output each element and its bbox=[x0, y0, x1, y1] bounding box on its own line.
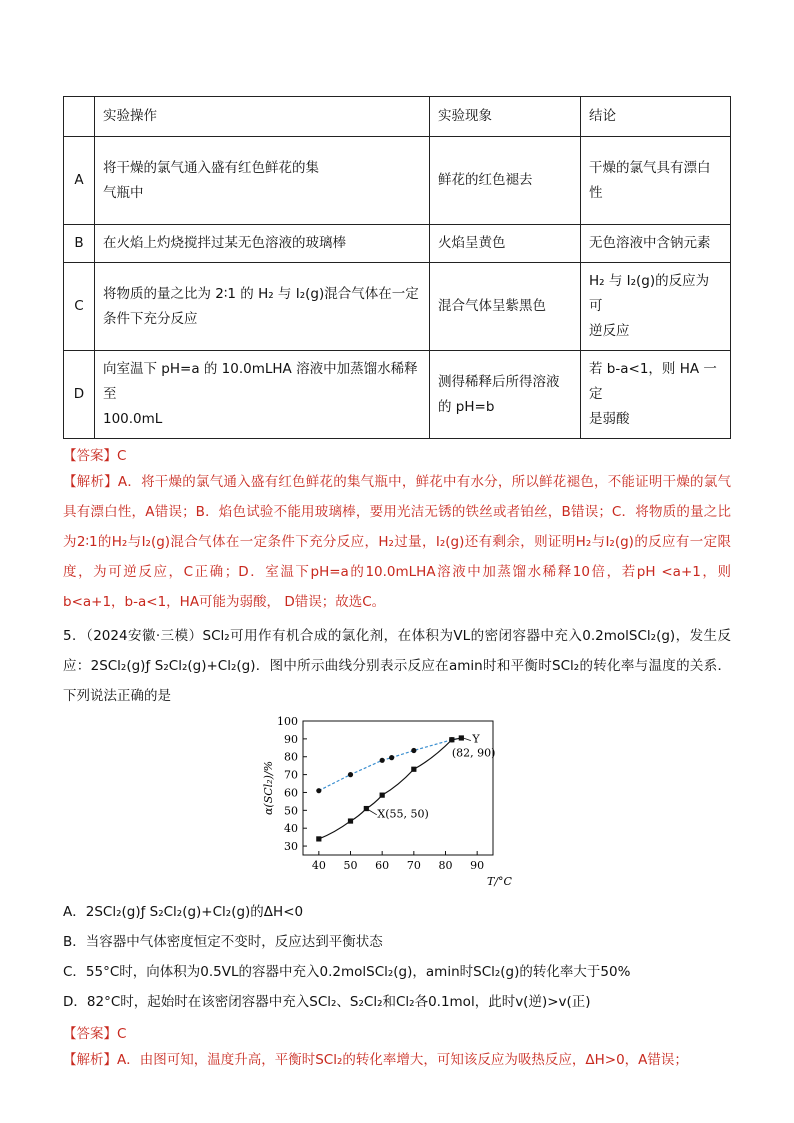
y-tick-label: 70 bbox=[284, 768, 298, 782]
data-point bbox=[459, 735, 464, 740]
conclusion-cell bbox=[581, 351, 731, 439]
x-tick-label: 40 bbox=[311, 859, 326, 872]
phenomenon-text: 测得稀释后所得溶液 bbox=[438, 373, 560, 390]
operation-cell bbox=[95, 263, 430, 351]
data-point bbox=[316, 836, 321, 841]
table-row bbox=[64, 225, 731, 263]
q5-answer: 【答案】C bbox=[63, 1026, 127, 1042]
row-label: A bbox=[64, 137, 95, 225]
table-header-cell: 实验现象 bbox=[430, 97, 581, 137]
data-point bbox=[380, 793, 385, 798]
phenomenon-cell bbox=[430, 351, 581, 439]
y-tick-label: 60 bbox=[284, 786, 298, 800]
row-label: B bbox=[64, 225, 95, 263]
data-point bbox=[389, 755, 394, 760]
annotation-arrow bbox=[369, 810, 377, 815]
data-point bbox=[348, 818, 353, 823]
x-tick-label: 70 bbox=[406, 859, 421, 872]
operation-text: 条件下充分反应 bbox=[103, 310, 198, 327]
x-axis-label: T/°C bbox=[487, 875, 512, 888]
table-row bbox=[64, 263, 731, 351]
conclusion-text: H₂ 与 I₂(g)的反应为可 bbox=[589, 273, 710, 314]
row-label: C bbox=[64, 263, 95, 351]
q5-analysis: 【解析】A．由图可知，温度升高，平衡时SCl₂的转化率增大，可知该反应为吸热反应，ΔH>0，A错误； bbox=[63, 1052, 688, 1068]
phenomenon-cell: 火焰呈黄色 bbox=[430, 225, 581, 263]
conclusion-text: 逆反应 bbox=[589, 323, 630, 339]
table-header-cell: 结论 bbox=[581, 97, 731, 137]
conclusion-text: 干燥的氯气具有漂白 bbox=[589, 159, 711, 176]
option-c: C．55°C时，向体积为0.5VL的容器中充入0.2molSCl₂(g)，amin时SCl₂(g)的转化率大于50% bbox=[63, 964, 631, 980]
conclusion-text: 若 b-a<1，则 HA 一定 bbox=[589, 361, 717, 402]
page bbox=[63, 96, 731, 1075]
row-label: D bbox=[64, 351, 95, 439]
experiment-table bbox=[63, 96, 731, 439]
annotation-arrow bbox=[463, 738, 471, 741]
operation-text: 将物质的量之比为 2∶1 的 H₂ 与 I₂(g)混合气体在一定 bbox=[103, 285, 419, 302]
option-b: B．当容器中气体密度恒定不变时，反应达到平衡状态 bbox=[63, 934, 383, 950]
table-row bbox=[64, 137, 731, 225]
phenomenon-cell: 鲜花的红色褪去 bbox=[430, 137, 581, 225]
phenomenon-text: 的 pH=b bbox=[438, 398, 495, 415]
conclusion-cell bbox=[581, 263, 731, 351]
table-row bbox=[64, 351, 731, 439]
x-tick-label: 80 bbox=[438, 859, 453, 872]
q4-analysis: 【解析】A．将干燥的氯气通入盛有红色鲜花的集气瓶中，鲜花中有水分，所以鲜花褪色，不能证明干燥的氯气具有漂白性，A错误；B．焰色试验不能用玻璃棒，要用光洁无锈的铁丝或者铂丝，B错误；C．将物质的量之比为2∶1的H₂与I₂(g)混合气体在一定条件下充分反应，H₂过量，I₂(g)还有剩余，则证明H₂与I₂(g)的反应有一定限度，为可逆反应，C正确；D．室温下pH=a的10.0mLHA溶液中加蒸馏水稀释10倍，若pH <a+1，则b<a+1，b-a<1，HA可能为弱酸， D错误；故选C。 bbox=[63, 474, 731, 610]
y-tick-label: 30 bbox=[284, 840, 298, 854]
y-tick-label: 80 bbox=[284, 750, 298, 764]
data-point bbox=[348, 772, 353, 777]
annotation-label: (82, 90) bbox=[451, 746, 496, 760]
data-point bbox=[411, 767, 416, 772]
conclusion-cell bbox=[581, 137, 731, 225]
q5-stem: 5．（2024安徽·三模）SCl₂可用作有机合成的氯化剂，在体积为VL的密闭容器中充入0.2molSCl₂(g)，发生反应：2SCl₂(g)ƒ S₂Cl₂(g)+Cl₂(g)．图中所示曲线分别表示反应在amin时和平衡时SCl₂的转化率与温度的关系．下列说法正确的是 bbox=[63, 628, 731, 704]
data-point bbox=[364, 806, 369, 811]
data-point bbox=[316, 788, 321, 793]
option-d: D．82°C时，起始时在该密闭容器中充入SCl₂、S₂Cl₂和Cl₂各0.1mol，此时v(逆)>v(正) bbox=[63, 994, 591, 1010]
x-tick-label: 90 bbox=[470, 859, 485, 872]
chart-area bbox=[63, 715, 731, 895]
phenomenon-cell: 混合气体呈紫黑色 bbox=[430, 263, 581, 351]
y-tick-label: 40 bbox=[284, 822, 298, 836]
y-axis-label: α(SCl₂)/% bbox=[262, 760, 275, 816]
data-point bbox=[411, 748, 416, 753]
q4-answer: 【答案】C bbox=[63, 448, 127, 464]
series-line bbox=[319, 738, 461, 839]
operation-cell: 在火焰上灼烧搅拌过某无色溶液的玻璃棒 bbox=[95, 225, 430, 263]
y-tick-label: 90 bbox=[284, 732, 298, 746]
conclusion-text: 是弱酸 bbox=[589, 411, 630, 427]
conclusion-cell: 无色溶液中含钠元素 bbox=[581, 225, 731, 263]
series-line bbox=[319, 738, 461, 791]
table-header-cell: 实验操作 bbox=[95, 97, 430, 137]
annotation-label: Y bbox=[472, 732, 480, 746]
operation-text: 气瓶中 bbox=[103, 184, 144, 201]
table-header-cell bbox=[64, 97, 95, 137]
annotation-label: X(55, 50) bbox=[377, 807, 429, 821]
operation-text: 向室温下 pH=a 的 10.0mLHA 溶液中加蒸馏水稀释至 bbox=[103, 361, 418, 402]
data-point bbox=[380, 758, 385, 763]
operation-text: 100.0mL bbox=[103, 411, 163, 427]
x-tick-label: 50 bbox=[343, 859, 358, 872]
conversion-chart bbox=[258, 715, 538, 895]
data-point bbox=[449, 737, 454, 742]
operation-text: 将干燥的氯气通入盛有红色鲜花的集 bbox=[103, 159, 319, 176]
x-tick-label: 60 bbox=[375, 859, 390, 872]
operation-cell bbox=[95, 351, 430, 439]
operation-cell bbox=[95, 137, 430, 225]
conclusion-text: 性 bbox=[589, 184, 603, 201]
table-header-row bbox=[64, 97, 731, 137]
y-tick-label: 100 bbox=[277, 715, 298, 728]
option-a: A．2SCl₂(g)ƒ S₂Cl₂(g)+Cl₂(g)的ΔH<0 bbox=[63, 904, 304, 920]
y-tick-label: 50 bbox=[284, 804, 298, 818]
plot-frame bbox=[303, 721, 493, 855]
